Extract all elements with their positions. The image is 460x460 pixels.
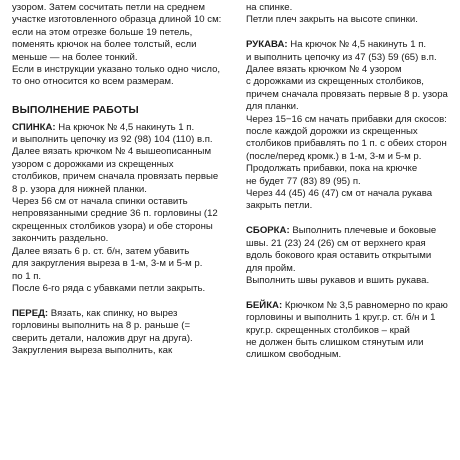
text-line: если на этом отрезке больше 19 петель, [12,26,193,38]
binding-section [246,300,454,362]
section-keyword: ПЕРЕД: [12,307,49,319]
spacer [12,89,232,101]
text-line: Петли плеч закрыть на высоте спинки. [246,14,418,26]
text-line: Далее вязать крючком № 4 вышеописанным [12,146,212,158]
text-line: не должен быть слишком стянутым или [246,336,424,348]
text-line: Выполнить швы рукавов и вшить рукава. [246,274,430,286]
text-line: и выполнить цепочку из 92 (98) 104 (110) в.п. [12,134,213,146]
spacer [246,27,454,39]
text-line: (после/перед кромк.) в 1-м, 3-м и 5-м р. [246,150,422,162]
text-line: Через 56 см от начала спинки оставить [12,196,188,208]
text-line: горловины и выполнить 1 круг.р. ст. б/н и 1 [246,312,436,324]
text-line: скрещенных столбиков узора) и обе стороны [12,220,213,232]
text-fragment: Выполнить плечевые и боковые [289,225,437,237]
text-line: Закругления выреза выполнить, как [12,344,173,356]
section-keyword: СПИНКА: [12,121,56,133]
text-line: После 6-го ряда с убавками петли закрыть. [12,282,206,294]
text-fragment: На крючок № 4,5 накинуть 1 п. [287,39,427,51]
spacer [246,213,454,225]
back-section [12,122,232,296]
section-keyword: РУКАВА: [246,39,288,51]
text-line: узором. Затем сосчитать петли на среднем [12,2,205,13]
text-line: то оно относится ко всем размерам. [12,76,174,88]
text-line: не будет 77 (83) 89 (95) п. [246,175,361,187]
section-heading: ВЫПОЛНЕНИЕ РАБОТЫ [12,105,139,117]
text-line: Через 44 (45) 46 (47) см от начала рукава [246,188,433,200]
text-line: столбиков, причем сначала провязать первые [12,171,219,183]
text-line: закончить раздельно. [12,233,109,245]
sleeves-section [246,39,454,213]
text-line: столбиков прибавлять по 1 п. с обеих сторон [246,138,447,150]
text-line: Если в инструкции указано только одно число, [12,64,221,76]
text-fragment: Вязать, как спинку, но вырез [48,307,178,319]
text-line: по 1 п. [12,270,42,282]
text-line [246,39,454,51]
text-line [246,225,454,237]
left-column [12,2,232,357]
text-line [12,308,232,320]
intro-paragraph [12,2,232,89]
text-line: на спинке. [246,2,293,13]
text-line: вдоль бокового края оставить открытыми [246,250,432,262]
text-line: для пройм. [246,262,296,274]
text-line: Продолжать прибавки, пока на крючке [246,163,418,175]
front-continuation [246,2,454,27]
text-line: Далее вязать 6 р. ст. б/н, затем убавить [12,245,190,257]
text-line: после каждой дорожки из скрещенных [246,126,418,138]
section-keyword: БЕЙКА: [246,299,283,311]
text-line: и выполнить цепочку из 47 (53) 59 (65) в.п. [246,51,437,63]
spacer [246,287,454,299]
assembly-section [246,225,454,287]
text-line: с дорожками из скрещенных столбиков, [246,76,424,88]
text-line: горловины выполнить на 8 р. раньше (= [12,320,191,332]
text-line: сверить детали, наложив друг на друга). [12,332,193,344]
text-line: поменять крючок на более толстый, если [12,39,197,51]
text-line [12,122,232,134]
text-line: для планки. [246,101,299,113]
text-line: непровязанными средние 36 п. горловины (12 [12,208,218,220]
text-line: причем сначала провязать первые 8 р. узора [246,88,448,100]
text-line: меньше — на более тонкий. [12,51,138,63]
text-line: закрыть петли. [246,200,313,212]
text-fragment: На крючок № 4,5 накинуть 1 п. [55,121,195,133]
text-line: Далее вязать крючком № 4 узором [246,64,402,76]
front-section [12,308,232,358]
text-fragment: Крючком № 3,5 равномерно по краю [282,299,448,311]
text-line: 8 р. узора для нижней планки. [12,183,147,195]
text-line: для закругления выреза в 1-м, 3-м и 5-м р. [12,258,203,270]
text-line: слишком свободным. [246,349,342,361]
spacer [12,295,232,307]
text-line: узором с дорожками из скрещенных [12,158,174,170]
text-line: швы. 21 (23) 24 (26) см от верхнего края [246,237,426,249]
text-line: Через 15−16 см начать прибавки для скосов: [246,113,447,125]
text-line [246,300,454,312]
section-keyword: СБОРКА: [246,225,290,237]
right-column [246,2,454,362]
text-line: участке изготовленного образца длиной 10 см: [12,14,222,26]
text-line: круг.р. скрещенных столбиков – край [246,324,410,336]
